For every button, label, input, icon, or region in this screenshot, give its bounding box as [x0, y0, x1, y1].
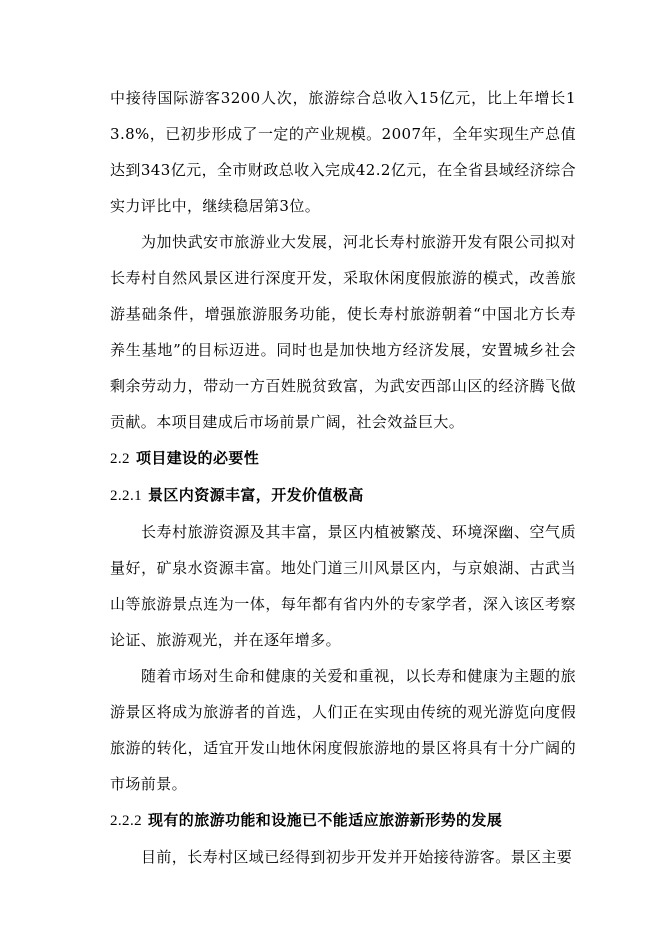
paragraph-tourism-stats: 中接待国际游客3200人次，旅游综合总收入15亿元，比上年增长13.8%，已初步形成了一定的产业规模。2007年，全年实现生产总值达到343亿元，全市财政总收入完成42.2亿元，在全省县域经济综合实力评比中，继续稳居第3位。 [110, 89, 576, 215]
section-title: 现有的旅游功能和设施已不能适应旅游新形势的发展 [148, 811, 503, 829]
paragraph-resources: 长寿村旅游资源及其丰富，景区内植被繁茂、环境深幽、空气质量好，矿泉水资源丰富。地处门道三川风景区内，与京娘湖、古武当山等旅游景点连为一体，每年都有省内外的专家学者，深入该区考察论证、旅游观光，并在逐年增多。 [110, 523, 576, 649]
section-number: 2.2 [110, 451, 130, 467]
paragraph-market-outlook: 随着市场对生命和健康的关爱和重视，以长寿和健康为主题的旅游景区将成为旅游者的首选，人们正在实现由传统的观光游览向度假旅游的转化，适宜开发山地休闲度假旅游地的景区将具有十分广阔的市场前景。 [110, 667, 576, 793]
section-number: 2.2.1 [110, 488, 142, 504]
paragraph-development-plan: 为加快武安市旅游业大发展，河北长寿村旅游开发有限公司拟对长寿村自然风景区进行深度开发，采取休闲度假旅游的模式，改善旅游基础条件，增强旅游服务功能，使长寿村旅游朝着“中国北方长寿养生基地”的目标迈进。同时也是加快地方经济发展，安置城乡社会剩余劳动力，带动一方百姓脱贫致富，为武安西部山区的经济腾飞做贡献。本项目建成后市场前景广阔，社会效益巨大。 [110, 233, 576, 431]
section-heading-2-2 [110, 440, 576, 477]
document-body [110, 80, 576, 875]
section-number: 2.2.2 [110, 813, 142, 829]
paragraph-current-status: 目前，长寿村区域已经得到初步开发并开始接待游客。景区主要 [141, 848, 573, 866]
section-heading-2-2-1 [110, 477, 576, 514]
section-title: 项目建设的必要性 [135, 449, 260, 467]
section-heading-2-2-2 [110, 802, 576, 839]
section-title: 景区内资源丰富，开发价值极高 [148, 486, 364, 504]
